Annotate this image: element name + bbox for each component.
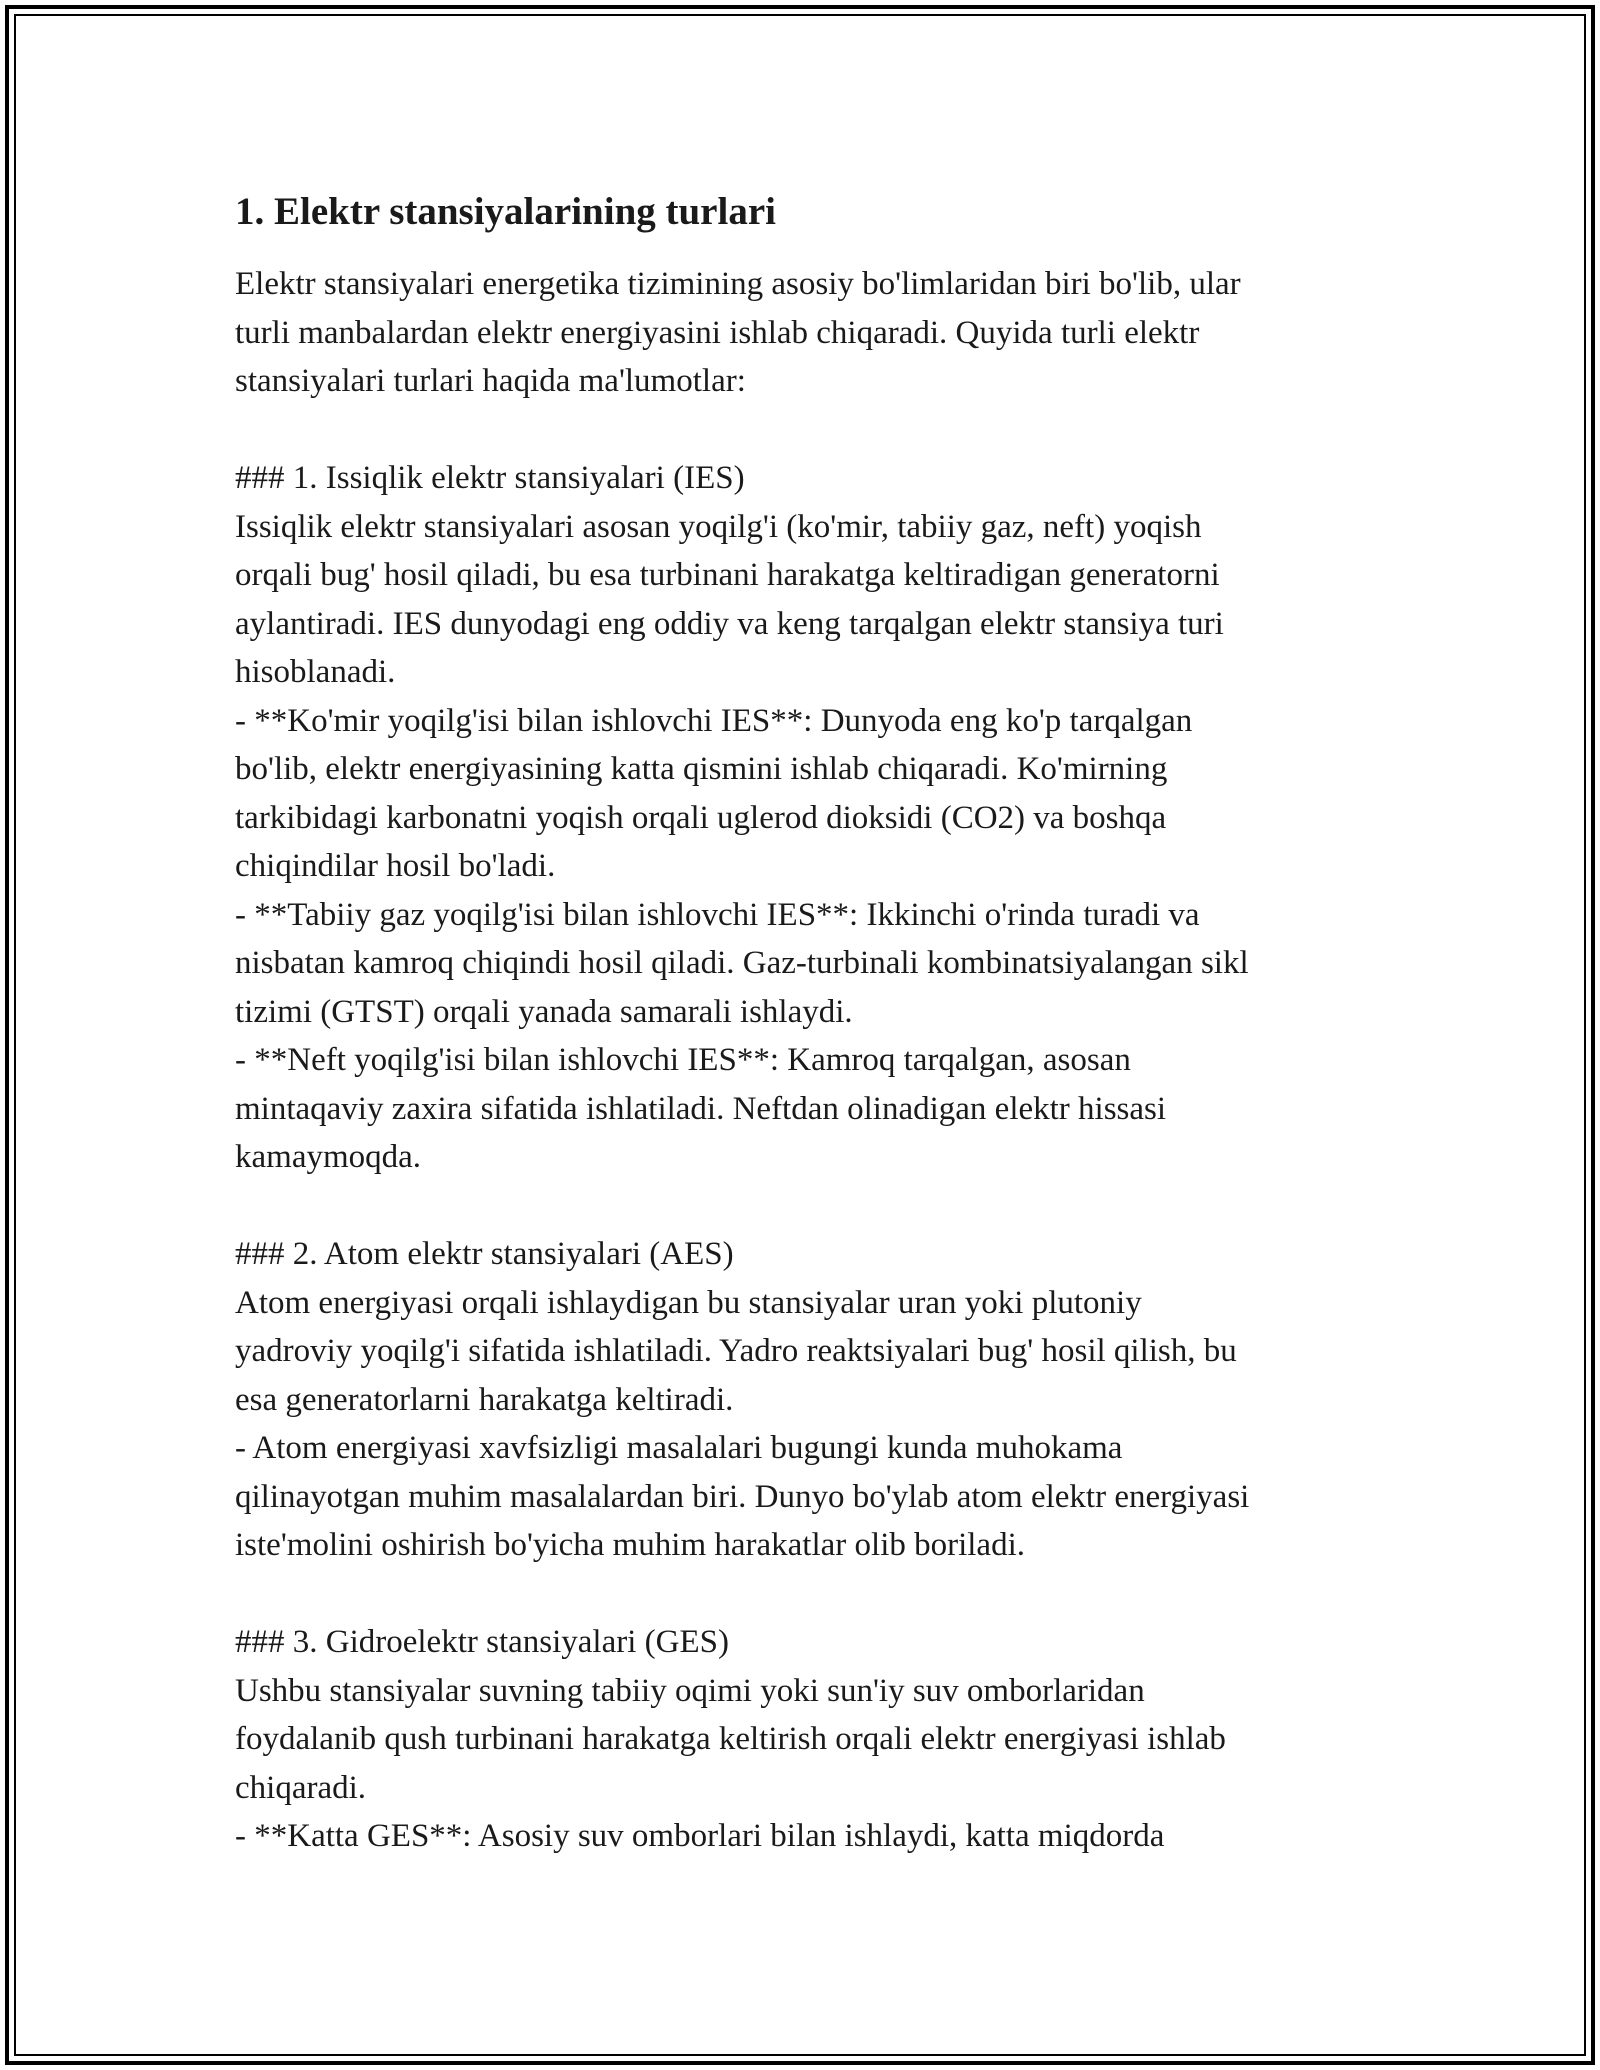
section-heading: ### 2. Atom elektr stansiyalari (AES) [235, 1236, 734, 1272]
text-line: chiqindilar hosil bo'ladi. [235, 848, 556, 884]
text-line: Atom energiyasi orqali ishlaydigan bu stansiyalar uran yoki plutoniy [235, 1284, 1142, 1321]
text-line: hisoblanadi. [235, 654, 396, 690]
text-line: Issiqlik elektr stansiyalari asosan yoqilg'i (ko'mir, tabiiy gaz, neft) yoqish [235, 508, 1202, 545]
text-line: nisbatan kamroq chiqindi hosil qiladi. Gaz-turbinali kombinatsiyalangan sikl [235, 945, 1249, 981]
text-line: iste'molini oshirish bo'yicha muhim harakatlar olib boriladi. [235, 1527, 1026, 1563]
text-line: orqali bug' hosil qiladi, bu esa turbinani harakatga keltiradigan generatorni [235, 557, 1220, 593]
text-line: mintaqaviy zaxira sifatida ishlatiladi. Neftdan olinadigan elektr hissasi [235, 1090, 1167, 1127]
text-line: turli manbalardan elektr energiyasini ishlab chiqaradi. Quyida turli elektr [235, 314, 1200, 351]
text-line: chiqaradi. [235, 1769, 367, 1806]
blank-line [235, 1570, 1365, 1619]
section-ies [235, 454, 1365, 1182]
text-line: Ushbu stansiyalar suvning tabiiy oqimi yoki sun'iy suv omborlaridan [235, 1672, 1145, 1709]
text-line: bo'lib, elektr energiyasining katta qismini ishlab chiqaradi. Ko'mirning [235, 751, 1168, 787]
text-line: foydalanib qush turbinani harakatga keltirish orqali elektr energiyasi ishlab [235, 1721, 1226, 1757]
text-line: Elektr stansiyalari energetika tizimining asosiy bo'limlaridan biri bo'lib, ular [235, 266, 1241, 302]
list-item-line: - Atom energiyasi xavfsizligi masalalari bugungi kunda muhokama [235, 1430, 1123, 1466]
text-line: tizimi (GTST) orqali yanada samarali ishlaydi. [235, 993, 853, 1030]
text-line: qilinayotgan muhim masalalardan biri. Dunyo bo'ylab atom elektr energiyasi [235, 1478, 1250, 1515]
intro-paragraph [235, 260, 1365, 406]
text-line: tarkibidagi karbonatni yoqish orqali uglerod dioksidi (CO2) va boshqa [235, 799, 1167, 836]
section-ges [235, 1618, 1365, 1861]
text-line: aylantiradi. IES dunyodagi eng oddiy va keng tarqalgan elektr stansiya turi [235, 605, 1224, 642]
list-item-line: - **Katta GES**: Asosiy suv omborlari bilan ishlaydi, katta miqdorda [235, 1818, 1165, 1854]
section-aes [235, 1230, 1365, 1570]
document-title: 1. Elektr stansiyalarining turlari [235, 190, 776, 233]
document-page [235, 186, 1365, 1861]
list-item-line: - **Tabiiy gaz yoqilg'isi bilan ishlovchi IES**: Ikkinchi o'rinda turadi va [235, 896, 1200, 933]
list-item-line: - **Ko'mir yoqilg'isi bilan ishlovchi IES**: Dunyoda eng ko'p tarqalgan [235, 702, 1193, 739]
text-line: stansiyalari turlari haqida ma'lumotlar: [235, 363, 746, 399]
section-heading: ### 3. Gidroelektr stansiyalari (GES) [235, 1624, 729, 1660]
text-line: yadroviy yoqilg'i sifatida ishlatiladi. Yadro reaktsiyalari bug' hosil qilish, bu [235, 1333, 1237, 1369]
blank-line [235, 406, 1365, 455]
section-heading: ### 1. Issiqlik elektr stansiyalari (IES) [235, 460, 745, 496]
blank-line [235, 1182, 1365, 1231]
text-line: esa generatorlarni harakatga keltiradi. [235, 1381, 734, 1418]
list-item-line: - **Neft yoqilg'isi bilan ishlovchi IES**: Kamroq tarqalgan, asosan [235, 1042, 1131, 1078]
text-line: kamaymoqda. [235, 1139, 422, 1175]
